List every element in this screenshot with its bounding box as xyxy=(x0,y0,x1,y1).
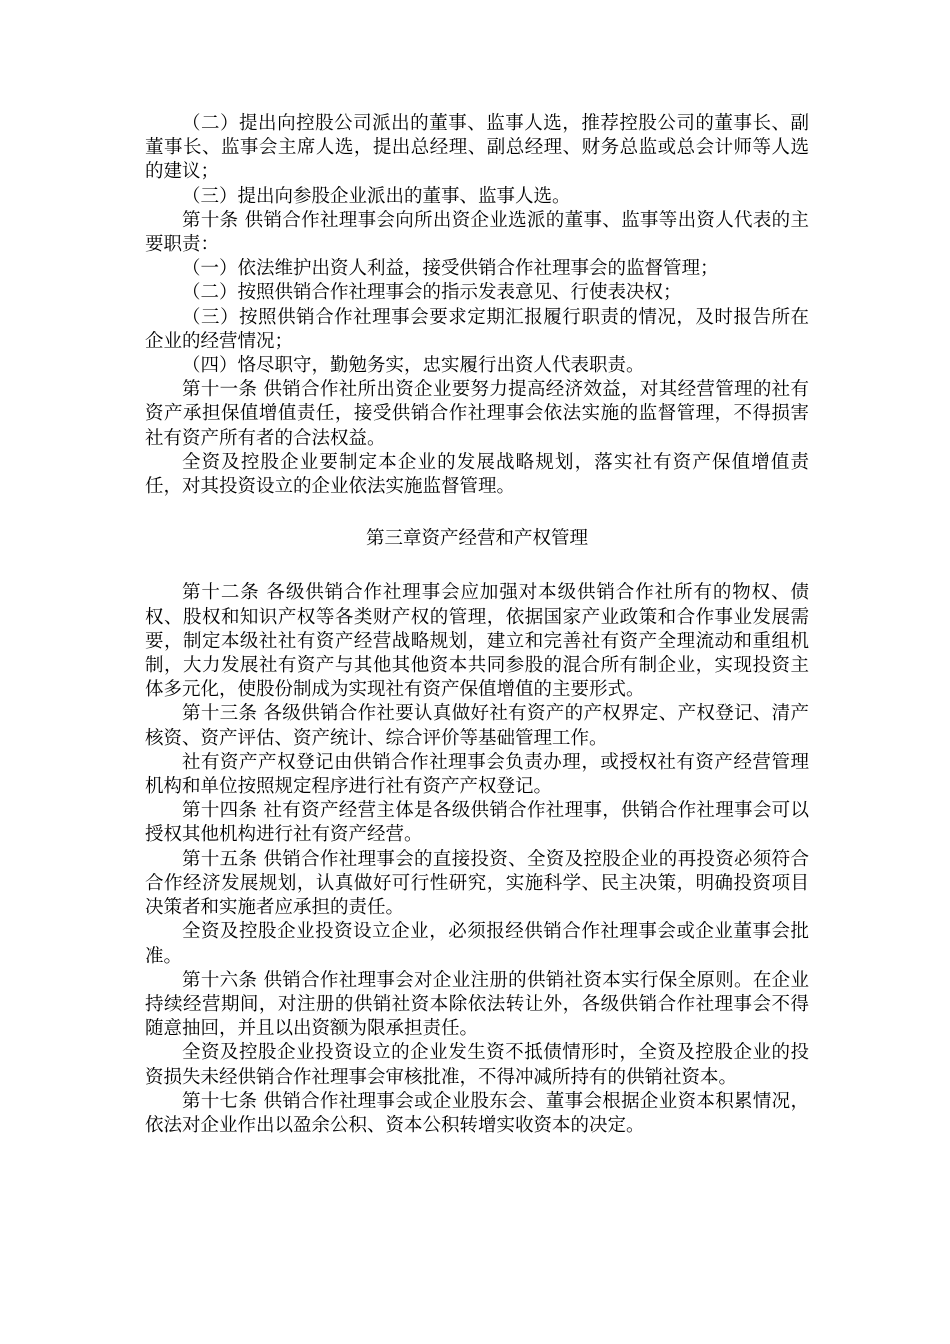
paragraph-article-16-cont: 全资及控股企业投资设立的企业发生资不抵债情形时，全资及控股企业的投资损失未经供销合作社理事会审核批准，不得冲减所持有的供销社资本。 xyxy=(145,1042,809,1088)
paragraph-article-15-cont: 全资及控股企业投资设立企业，必须报经供销合作社理事会或企业董事会批准。 xyxy=(145,921,809,967)
document-page xyxy=(145,112,809,1138)
paragraph-article-12: 第十二条 各级供销合作社理事会应加强对本级供销合作社所有的物权、债权、股权和知识产权等各类财产权的管理，依据国家产业政策和合作事业发展需要，制定本级社社有资产经营战略规划，建立和完善社有资产全理流动和重组机制，大力发展社有资产与其他其他资本共同参股的混合所有制企业，实现投资主体多元化，使股份制成为实现社有资产保值增值的主要形式。 xyxy=(145,582,809,701)
paragraph-article-13: 第十三条 各级供销合作社要认真做好社有资产的产权界定、产权登记、清产核资、资产评估、资产统计、综合评价等基础管理工作。 xyxy=(145,703,809,749)
paragraph-article-10-item-1: （一）依法维护出资人利益，接受供销合作社理事会的监督管理； xyxy=(182,258,719,280)
paragraph-article-11-cont: 全资及控股企业要制定本企业的发展战略规划，落实社有资产保值增值责任，对其投资设立的企业依法实施监督管理。 xyxy=(145,451,809,498)
paragraph-article-10-item-3: （三）按照供销合作社理事会要求定期汇报履行职责的情况，及时报告所在企业的经营情况； xyxy=(145,306,809,352)
paragraph-article-9-item-2: （二）提出向控股公司派出的董事、监事人选，推荐控股公司的董事长、副董事长、监事会主席人选，提出总经理、副总经理、财务总监或总会计师等人选的建议； xyxy=(145,113,809,183)
paragraph-article-10: 第十条 供销合作社理事会向所出资企业选派的董事、监事等出资人代表的主要职责： xyxy=(145,209,809,256)
paragraph-article-17: 第十七条 供销合作社理事会或企业股东会、董事会根据企业资本积累情况，依法对企业作出以盈余公积、资本公积转增实收资本的决定。 xyxy=(145,1090,809,1136)
paragraph-article-10-item-4: （四）恪尽职守，勤勉务实，忠实履行出资人代表职责。 xyxy=(182,355,645,377)
paragraph-article-16: 第十六条 供销合作社理事会对企业注册的供销社资本实行保全原则。在企业持续经营期间，对注册的供销社资本除依法转让外，各级供销合作社理事会不得随意抽回，并且以出资额为限承担责任。 xyxy=(145,969,809,1040)
paragraph-article-13-cont: 社有资产产权登记由供销合作社理事会负责办理，或授权社有资产经营管理机构和单位按照规定程序进行社有资产产权登记。 xyxy=(145,751,809,798)
paragraph-article-11: 第十一条 供销合作社所出资企业要努力提高经济效益，对其经营管理的社有资产承担保值增值责任，接受供销合作社理事会依法实施的监督管理，不得损害社有资产所有者的合法权益。 xyxy=(145,379,809,449)
paragraph-article-10-item-2: （二）按照供销合作社理事会的指示发表意见、行使表决权； xyxy=(182,282,682,304)
paragraph-article-15: 第十五条 供销合作社理事会的直接投资、全资及控股企业的再投资必须符合合作经济发展规划，认真做好可行性研究，实施科学、民主决策，明确投资项目决策者和实施者应承担的责任。 xyxy=(145,848,809,919)
paragraph-article-14: 第十四条 社有资产经营主体是各级供销合作社理事，供销合作社理事会可以授权其他机构进行社有资产经营。 xyxy=(145,800,809,846)
chapter-title: 第三章资产经营和产权管理 xyxy=(365,528,588,550)
paragraph-article-9-item-3: （三）提出向参股企业派出的董事、监事人选。 xyxy=(182,185,571,207)
